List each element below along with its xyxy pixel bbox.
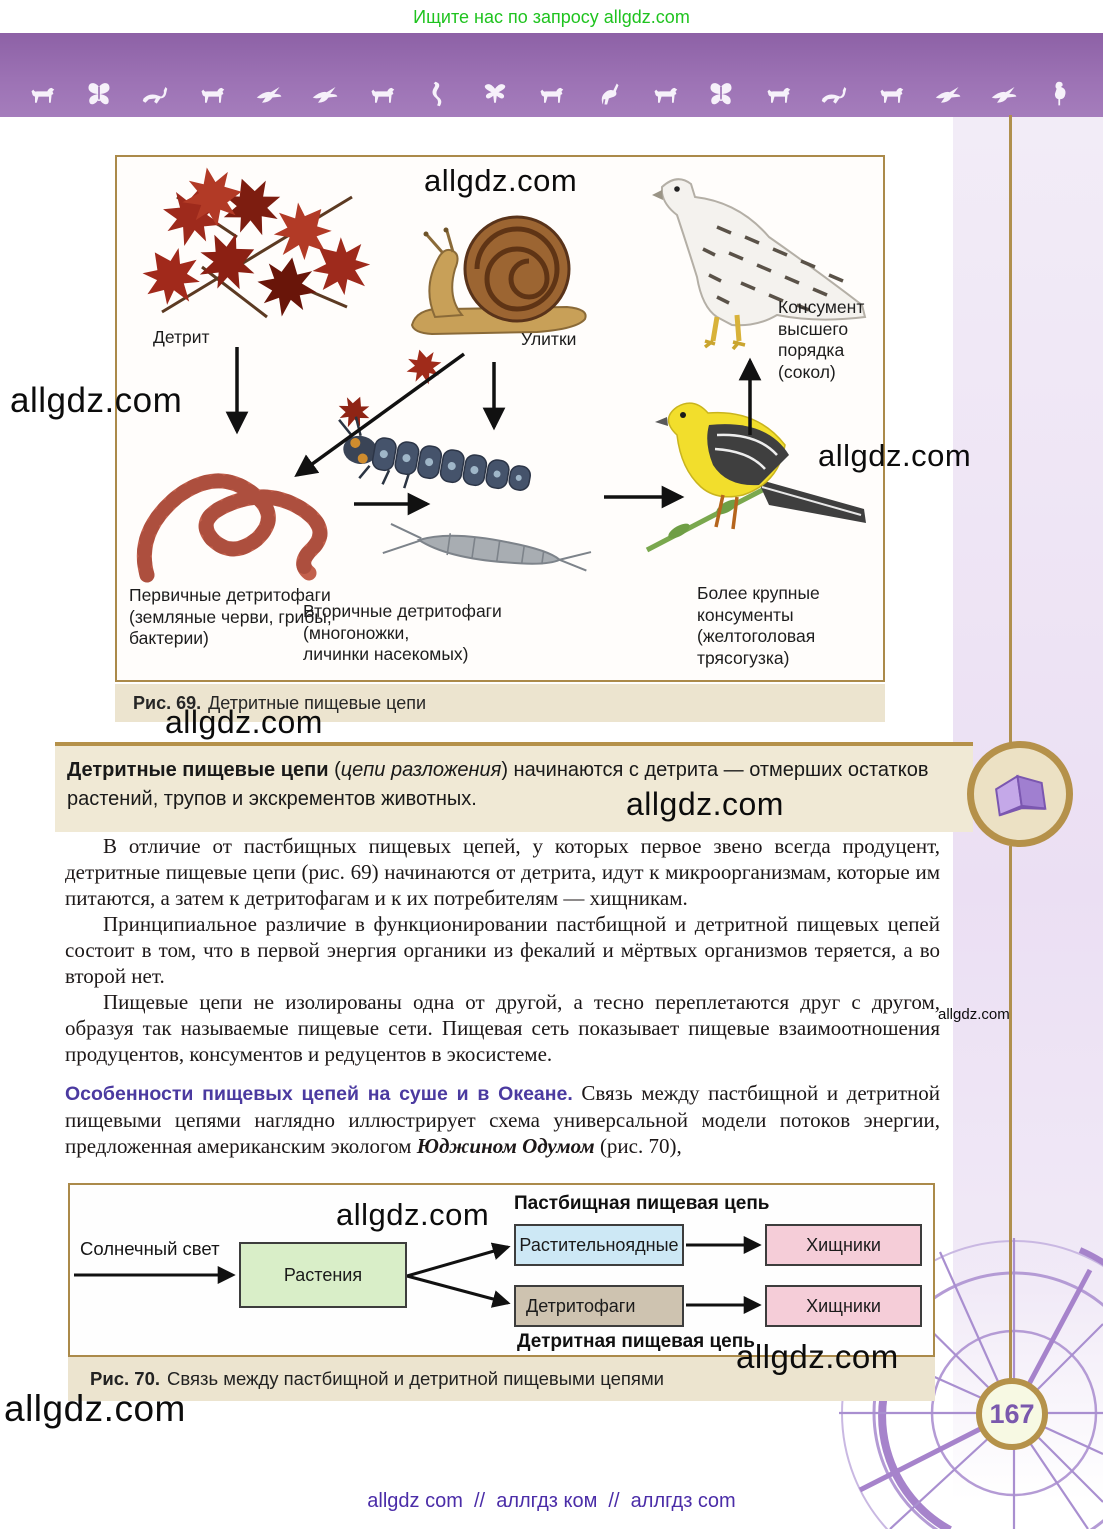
definition-synonym: цепи разложения xyxy=(340,759,502,781)
label-secondary-detritivores xyxy=(303,601,502,666)
label-line: консументы xyxy=(697,604,794,625)
paragraph-1: В отличие от пастбищных пищевых цепей, у которых первое звено всегда продуцент, детритные пищевые цепи (рис. 69) начинаются от детрита, идут к микроорганизмам, которые им питаются, а затем к детритофагам и к их потребителям — хищникам. xyxy=(65,834,940,910)
figure-70-energy-flow-diagram xyxy=(68,1183,935,1357)
figure-70-caption-text: Связь между пастбищной и детритной пищевыми цепями xyxy=(167,1368,665,1389)
node-predators-bottom: Хищники xyxy=(765,1285,922,1327)
watermark-text: allgdz.com xyxy=(818,438,972,473)
pig-icon xyxy=(27,80,57,108)
figure-69-caption-text: Детритные пищевые цепи xyxy=(208,693,427,713)
watermark-text: allgdz.com xyxy=(336,1197,490,1232)
label-line: (земляные черви, грибы, xyxy=(129,606,332,627)
footer-links[interactable]: allgdz com // аллгдз ком // аллгдз com xyxy=(367,1490,736,1512)
figure-69-caption-label: Рис. 69. xyxy=(133,693,202,713)
gull-icon xyxy=(310,80,340,108)
figure-70-caption-label: Рис. 70. xyxy=(90,1368,160,1389)
watermark-text: allgdz.com xyxy=(424,163,578,198)
monkey-icon xyxy=(593,80,623,108)
label-line: бактерии) xyxy=(129,628,209,648)
page-number-badge xyxy=(976,1378,1048,1450)
label-line: (сокол) xyxy=(778,361,836,382)
paragraph-4 xyxy=(65,1080,940,1159)
label-line: Вторичные детритофаги xyxy=(303,601,502,621)
label-detritus: Детрит xyxy=(153,327,210,347)
body-text xyxy=(65,833,940,1159)
hare-icon xyxy=(650,80,680,108)
horse-icon xyxy=(197,80,227,108)
gold-divider-line xyxy=(1009,846,1012,1386)
crane-icon xyxy=(1046,80,1076,108)
node-plants: Растения xyxy=(239,1242,407,1308)
scorpion-icon xyxy=(140,80,170,108)
swallow-icon-2 xyxy=(933,80,963,108)
gold-divider-line xyxy=(1009,115,1012,745)
yellow-wagtail-image xyxy=(647,403,866,550)
book-medallion xyxy=(967,741,1073,847)
label-top-consumer xyxy=(778,297,864,383)
label-line: высшего xyxy=(778,318,849,339)
open-book-icon xyxy=(989,768,1051,820)
animal-banner xyxy=(0,33,1103,117)
insect-larvae-image xyxy=(329,414,591,582)
definition-box xyxy=(55,742,973,832)
section-heading: Особенности пищевых цепей на суше и в Океане. xyxy=(65,1083,573,1105)
watermark-text: allgdz.com xyxy=(4,1388,186,1429)
watermark-text: allgdz.com xyxy=(626,786,784,822)
butterfly-icon-2 xyxy=(706,80,736,108)
gull-icon-2 xyxy=(989,80,1019,108)
label-line: Консумент xyxy=(778,297,865,317)
definition-text: ) начинаются с детрита — отмерших остатков растений, трупов и экскрементов животных. xyxy=(67,759,929,810)
label-line: порядка xyxy=(778,340,845,360)
boar-icon xyxy=(536,80,566,108)
label-line: Первичные детритофаги xyxy=(129,585,331,605)
horse-icon-2 xyxy=(876,80,906,108)
watermark-text: allgdz.com xyxy=(736,1338,899,1375)
figure-70-arrows xyxy=(70,1185,933,1355)
definition-term: Детритные пищевые цепи xyxy=(67,759,329,781)
bison-icon xyxy=(763,80,793,108)
node-predators-top: Хищники xyxy=(765,1224,922,1266)
watermark-text: allgdz.com xyxy=(10,381,183,420)
paragraph-4-text: Связь между пастбищной и детритной пищевыми цепями наглядно иллюстрирует схема универсальной модели потоков энергии, предложенная американским экологом xyxy=(65,1081,940,1158)
ecologist-name: Юджином Одумом xyxy=(416,1134,595,1158)
label-line: (многоножки, xyxy=(303,622,410,643)
label-larger-consumers xyxy=(697,583,820,669)
watermark-text: allgdz.com xyxy=(938,1006,1010,1023)
elk-icon xyxy=(367,80,397,108)
paragraph-2: Принципиальное различие в функционировании пастбищной и детритной пищевых цепей состоит в том, что в первой энергия органики из фекалий и мёртвых организмов теряется, а во второй нет. xyxy=(65,912,940,988)
earthworm-image xyxy=(144,481,320,575)
label-line: Более крупные xyxy=(697,583,820,603)
paragraph-4-text: (рис. 70), xyxy=(594,1134,682,1158)
page-number: 167 xyxy=(989,1398,1035,1429)
node-herbivores: Растительноядные xyxy=(514,1224,684,1266)
figure-69-detrital-food-chain xyxy=(115,155,885,682)
label-line: личинки насекомых) xyxy=(303,644,469,664)
label-detrital-chain: Детритная пищевая цепь xyxy=(517,1331,755,1352)
definition-text: ( xyxy=(328,759,341,781)
fly-icon xyxy=(480,80,510,108)
label-line: (желтоголовая xyxy=(697,626,816,646)
butterfly-icon xyxy=(84,80,114,108)
scorpion-icon-2 xyxy=(819,80,849,108)
paragraph-3: Пищевые цепи не изолированы одна от другой, а тесно переплетаются друг с другом, образуя так называемые пищевые сети. Пищевая сеть показывает пищевые взаимоотношения продуцентов, консументов и редуцентов в экосистеме. xyxy=(65,990,940,1066)
label-snails: Улитки xyxy=(521,329,577,349)
promo-link[interactable]: Ищите нас по запросу allgdz.com xyxy=(413,7,690,27)
swallow-icon xyxy=(254,80,284,108)
node-detritivores: Детритофаги xyxy=(514,1285,684,1327)
snake-icon xyxy=(423,80,453,108)
watermark-text: allgdz.com xyxy=(165,704,323,740)
label-grazing-chain: Пастбищная пищевая цепь xyxy=(514,1193,770,1214)
label-primary-detritivores xyxy=(129,585,332,650)
label-line: трясогузка) xyxy=(697,647,790,668)
label-sunlight: Солнечный свет xyxy=(80,1238,220,1259)
snail-image xyxy=(412,217,586,334)
